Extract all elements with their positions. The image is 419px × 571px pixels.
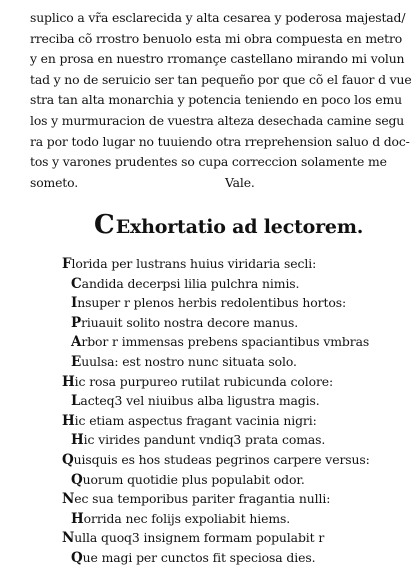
verse-line [62, 430, 412, 450]
verse-text: orrida nec folijs expoliabit hiems. [83, 510, 291, 526]
prose-line: ra por todo lugar no tuuiendo otra rreprehension saluo d doc- [30, 133, 410, 149]
verse-line [62, 548, 412, 568]
prose-line: y en prosa en nuestro rromançe castellano mirando mi volun [30, 51, 405, 67]
verse-line [62, 509, 412, 529]
verse-initial: Q [71, 549, 83, 566]
verse-initial: H [62, 412, 75, 429]
prose-line: tad y no de seruicio ser tan pequeño por que cõ el fauor d vue [30, 71, 412, 87]
verse-text: ic rosa purpureo rutilat rubicunda colore: [74, 373, 334, 389]
heading-title: Exhortatio ad lectorem. [115, 216, 364, 238]
verse-line [62, 411, 412, 431]
verse-line [62, 254, 412, 274]
verse-text: uorum quotidie plus populabit odor. [82, 471, 305, 487]
verse-text: rbor r immensas prebens spaciantibus vmbras [81, 334, 370, 350]
verse-block [62, 254, 412, 568]
verse-text: acteq3 vel niuibus alba ligustra magis. [80, 393, 320, 409]
prose-line: stra tan alta monarchia y potencia teniendo en poco los emu [30, 92, 402, 108]
verse-text: andida decerpsi lilia pulchra nimis. [81, 275, 300, 291]
verse-initial: I [71, 295, 78, 312]
verse-line [62, 274, 412, 294]
verse-text: nsuper r plenos herbis redolentibus hortos: [77, 295, 347, 311]
decorated-initial: C [94, 210, 115, 240]
verse-initial: L [71, 393, 81, 410]
verse-line [62, 372, 412, 392]
prose-line: los y murmuracion de vuestra alteza desechada camine segu [30, 112, 405, 128]
verse-text: ue magi per cunctos fit speciosa dies. [82, 549, 316, 565]
verse-text: uisquis es hos studeas pegrinos carpere versus: [73, 451, 370, 467]
verse-line [62, 470, 412, 490]
verse-line [62, 293, 412, 313]
verse-initial: E [71, 353, 82, 370]
verse-text: lorida per lustrans huius viridaria secli: [71, 256, 317, 271]
prose-line: suplico a vr̃a esclarecida y alta cesarea y poderosa majestad/ [30, 10, 406, 25]
verse-line [62, 489, 412, 509]
verse-initial: H [71, 432, 84, 449]
prose-last-line [30, 173, 412, 194]
verse-line [62, 450, 412, 470]
verse-initial: A [71, 334, 82, 351]
verse-text: ic virides pandunt vndiq3 prata comas. [83, 432, 326, 448]
prose-line: tos y varones prudentes so cupa correccion solamente me [30, 154, 387, 170]
verse-text: ic etiam aspectus fragant vacinia nigri: [74, 412, 317, 428]
verse-initial: N [62, 491, 75, 508]
prose-line: someto. [30, 174, 79, 190]
section-heading [94, 210, 394, 242]
closing-vale: Vale. [225, 174, 255, 190]
verse-initial: C [71, 275, 82, 292]
verse-initial: P [71, 314, 82, 331]
verse-line [62, 391, 412, 411]
verse-initial: Q [62, 451, 74, 468]
verse-initial: H [62, 373, 75, 390]
verse-initial: H [71, 510, 84, 527]
verse-initial: N [62, 530, 75, 547]
verse-line [62, 332, 412, 352]
verse-line [62, 352, 412, 372]
verse-text: uulsa: est nostro nunc situata solo. [81, 353, 297, 369]
verse-text: ec sua temporibus pariter fragantia nulli: [74, 491, 331, 507]
verse-initial: Q [71, 471, 83, 488]
verse-line [62, 313, 412, 333]
verse-initial: F [62, 256, 72, 272]
verse-text: ulla quoq3 insignem formam populabit r [74, 530, 325, 546]
prose-line: rreciba cõ rrostro benuolo esta mi obra compuesta en metro [30, 30, 403, 46]
prose-paragraph [30, 8, 412, 193]
verse-text: riuauit solito nostra decore manus. [81, 314, 299, 330]
verse-line [62, 528, 412, 548]
